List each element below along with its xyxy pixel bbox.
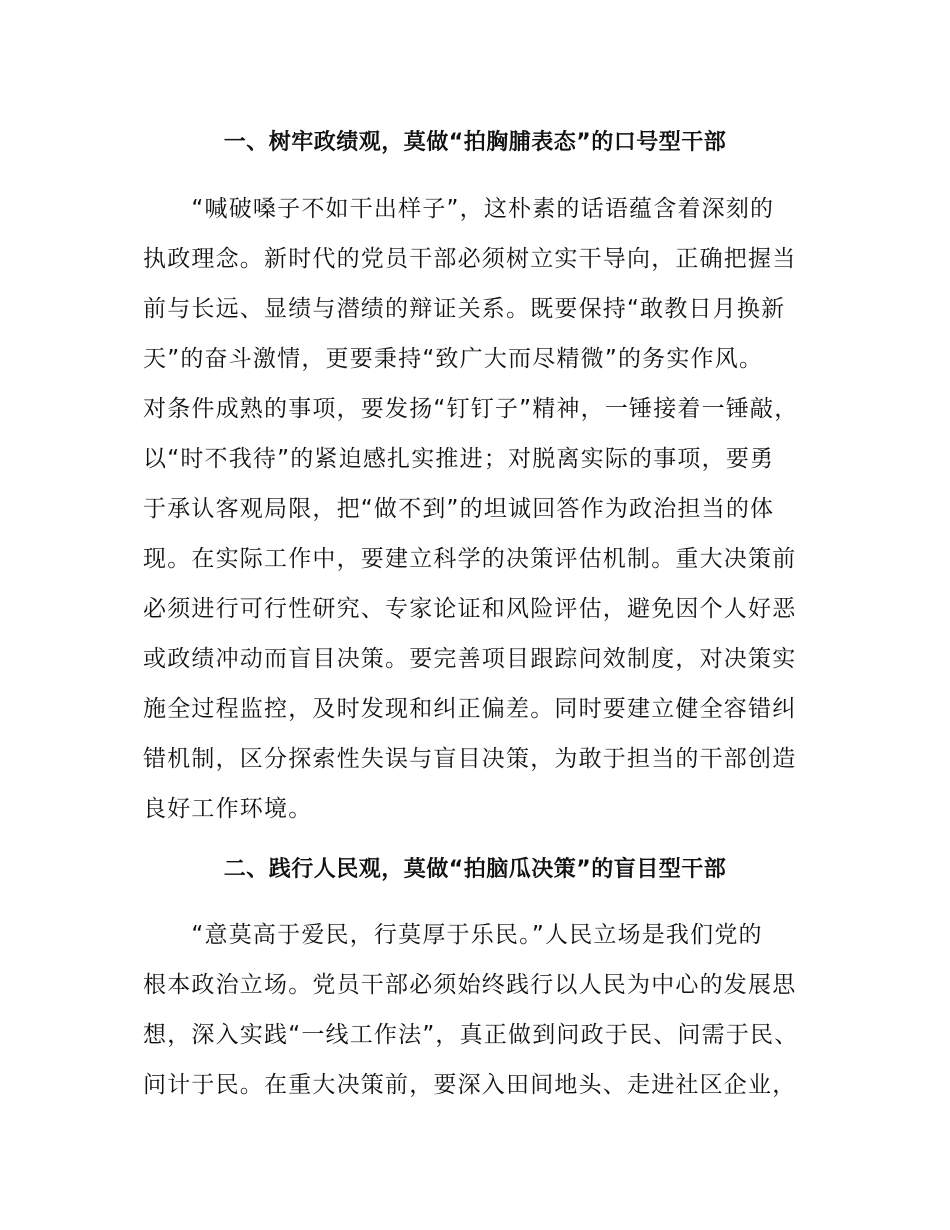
paragraph-line: 问计于民。在重大决策前，要深入田间地头、走进社区企业， [143, 1072, 797, 1098]
paragraph-line: 以“时不我待”的紧迫感扎实推进；对脱离实际的事项，要勇 [143, 446, 775, 472]
paragraph-line: 良好工作环境。 [143, 796, 313, 822]
section-2-paragraph [143, 910, 823, 1110]
paragraph-line: 施全过程监控，及时发现和纠正偏差。同时要建立健全容错纠 [143, 696, 797, 722]
paragraph-line: “意莫高于爱民，行莫厚于乐民。”人民立场是我们党的 [143, 922, 763, 948]
paragraph-line: 执政理念。新时代的党员干部必须树立实干导向，正确把握当 [143, 246, 797, 272]
section-2-heading: 二、践行人民观，莫做“拍脑瓜决策”的盲目型干部 [223, 857, 727, 882]
paragraph-line: 于承认客观局限，把“做不到”的坦诚回答作为政治担当的体 [143, 496, 775, 522]
paragraph-line: 前与长远、显绩与潜绩的辩证关系。既要保持“敢教日月换新 [143, 296, 786, 322]
paragraph-line: 根本政治立场。党员干部必须始终践行以人民为中心的发展思 [143, 972, 797, 998]
paragraph-line: 想，深入实践“一线工作法”，真正做到问政于民、问需于民、 [143, 1022, 799, 1048]
paragraph-line: 现。在实际工作中，要建立科学的决策评估机制。重大决策前 [143, 546, 797, 572]
paragraph-line: 必须进行可行性研究、专家论证和风险评估，避免因个人好恶 [143, 596, 797, 622]
paragraph-line: 天”的奋斗激情，更要秉持“致广大而尽精微”的务实作风。 [143, 346, 764, 372]
section-1-paragraph [143, 184, 823, 834]
paragraph-line: 或政绩冲动而盲目决策。要完善项目跟踪问效制度，对决策实 [143, 646, 797, 672]
paragraph-line: 对条件成熟的事项，要发扬“钉钉子”精神，一锤接着一锤敲， [143, 396, 799, 422]
paragraph-line: “喊破嗓子不如干出样子”，这朴素的话语蕴含着深刻的 [143, 196, 775, 222]
section-1-heading: 一、树牢政绩观，莫做“拍胸脯表态”的口号型干部 [223, 130, 727, 155]
paragraph-line: 错机制，区分探索性失误与盲目决策，为敢于担当的干部创造 [143, 746, 797, 772]
